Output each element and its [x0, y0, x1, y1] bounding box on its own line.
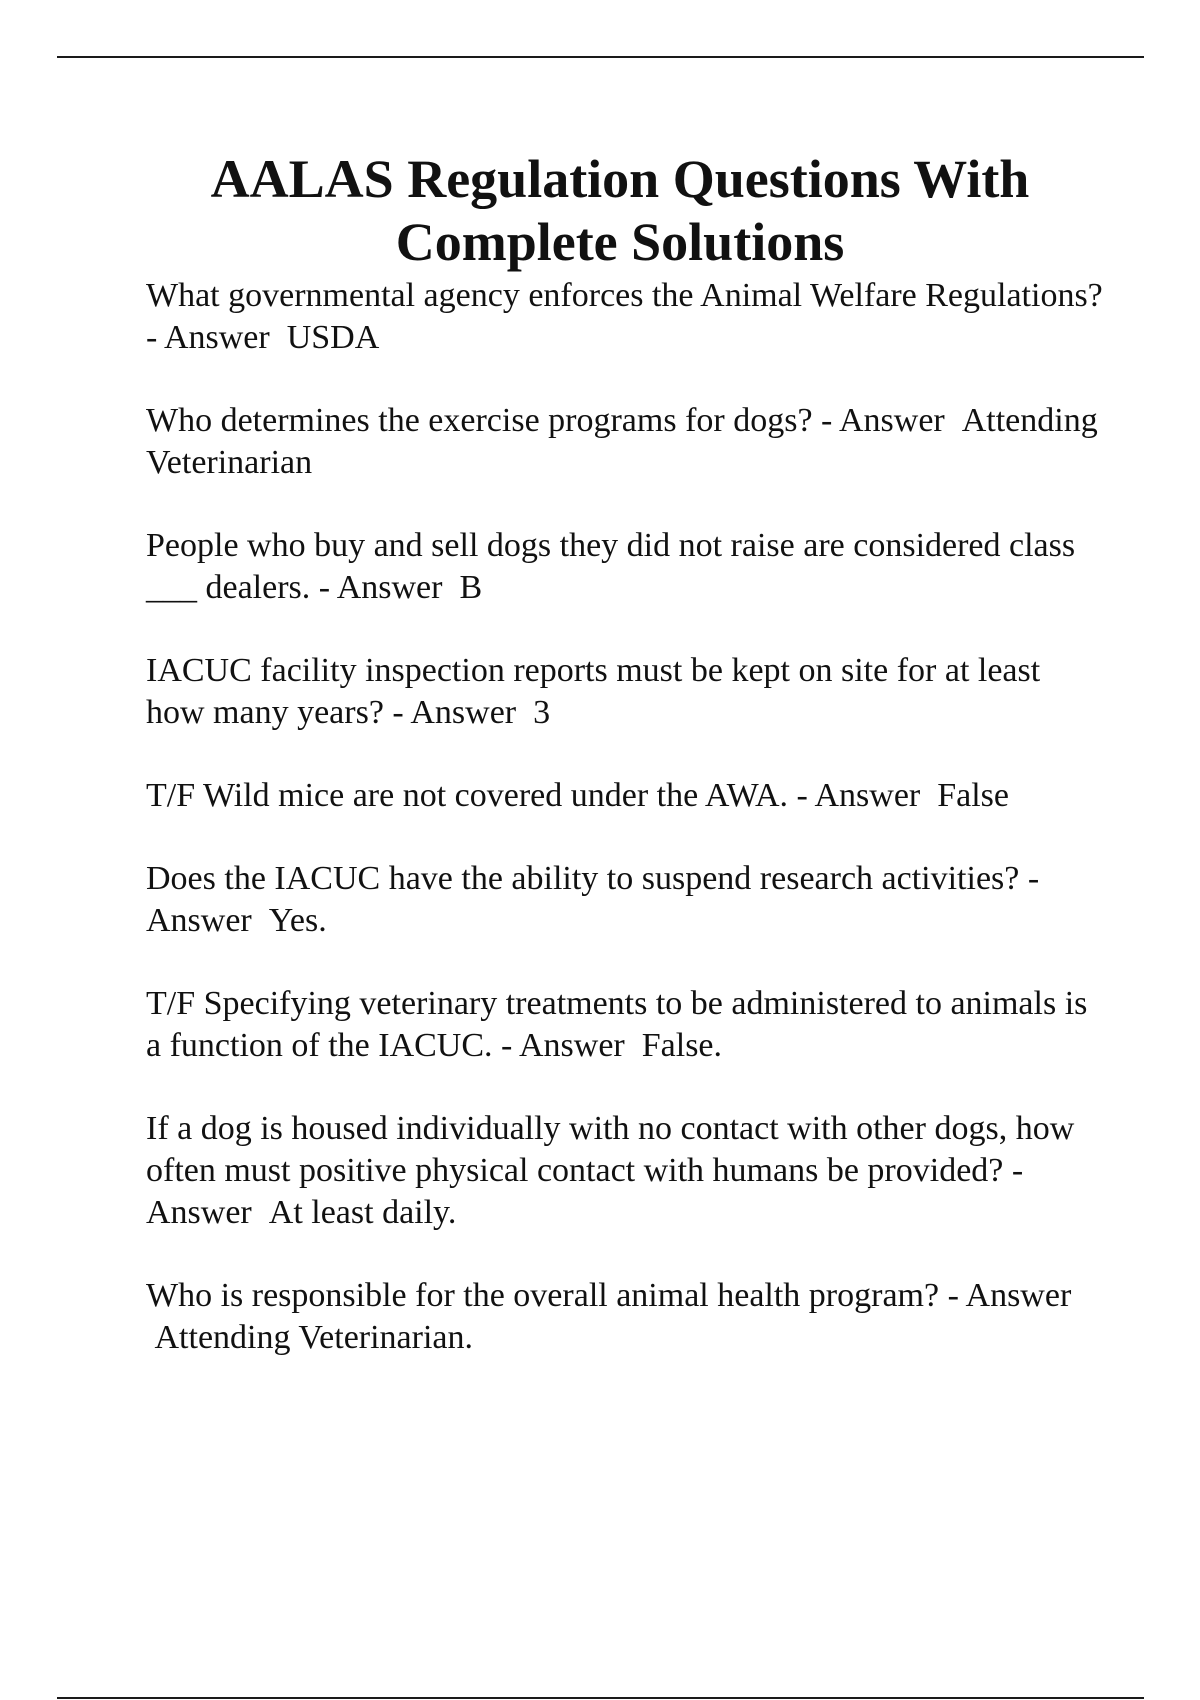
question-text: What governmental agency enforces the Animal Welfare Regulations? - Answer — [146, 277, 1103, 356]
qa-item — [146, 525, 1106, 609]
question-text: Who determines the exercise programs for dogs? - Answer — [146, 402, 945, 439]
answer-text: Yes. — [268, 902, 327, 939]
qa-item — [146, 983, 1106, 1067]
qa-item — [146, 858, 1106, 942]
qa-item — [146, 1275, 1106, 1359]
question-text: Who is responsible for the overall animal health program? - Answer — [146, 1277, 1072, 1314]
answer-text: B — [459, 569, 483, 606]
question-text: IACUC facility inspection reports must be kept on site for at least how many years? - Answer — [146, 652, 1041, 731]
qa-item — [146, 1108, 1106, 1234]
qa-item — [146, 275, 1106, 359]
answer-text: False. — [641, 1027, 723, 1064]
answer-text: Attending Veterinarian — [146, 402, 1098, 481]
qa-item — [146, 650, 1106, 734]
page-title — [60, 148, 1180, 274]
answer-text: Attending Veterinarian. — [154, 1319, 474, 1356]
answer-text: USDA — [286, 319, 380, 356]
answer-text: At least daily. — [268, 1194, 457, 1231]
question-text: If a dog is housed individually with no contact with other dogs, how often must positive physical contact with humans be provided? - Answer — [146, 1110, 1075, 1231]
qa-list — [146, 275, 1106, 1400]
title-line-2: Complete Solutions — [395, 212, 845, 272]
question-text: Does the IACUC have the ability to suspend research activities? - Answer — [146, 860, 1040, 939]
question-text: T/F Wild mice are not covered under the AWA. - Answer — [146, 777, 921, 814]
answer-text: 3 — [533, 694, 551, 731]
qa-item — [146, 775, 1106, 817]
answer-text: False — [937, 777, 1010, 814]
bottom-divider — [57, 1697, 1144, 1699]
top-divider — [57, 56, 1144, 58]
title-line-1: AALAS Regulation Questions With — [210, 149, 1030, 209]
question-text: People who buy and sell dogs they did not raise are considered class ___ dealers. - Answer — [146, 527, 1076, 606]
qa-item — [146, 400, 1106, 484]
question-text: T/F Specifying veterinary treatments to be administered to animals is a function of the IACUC. - Answer — [146, 985, 1088, 1064]
